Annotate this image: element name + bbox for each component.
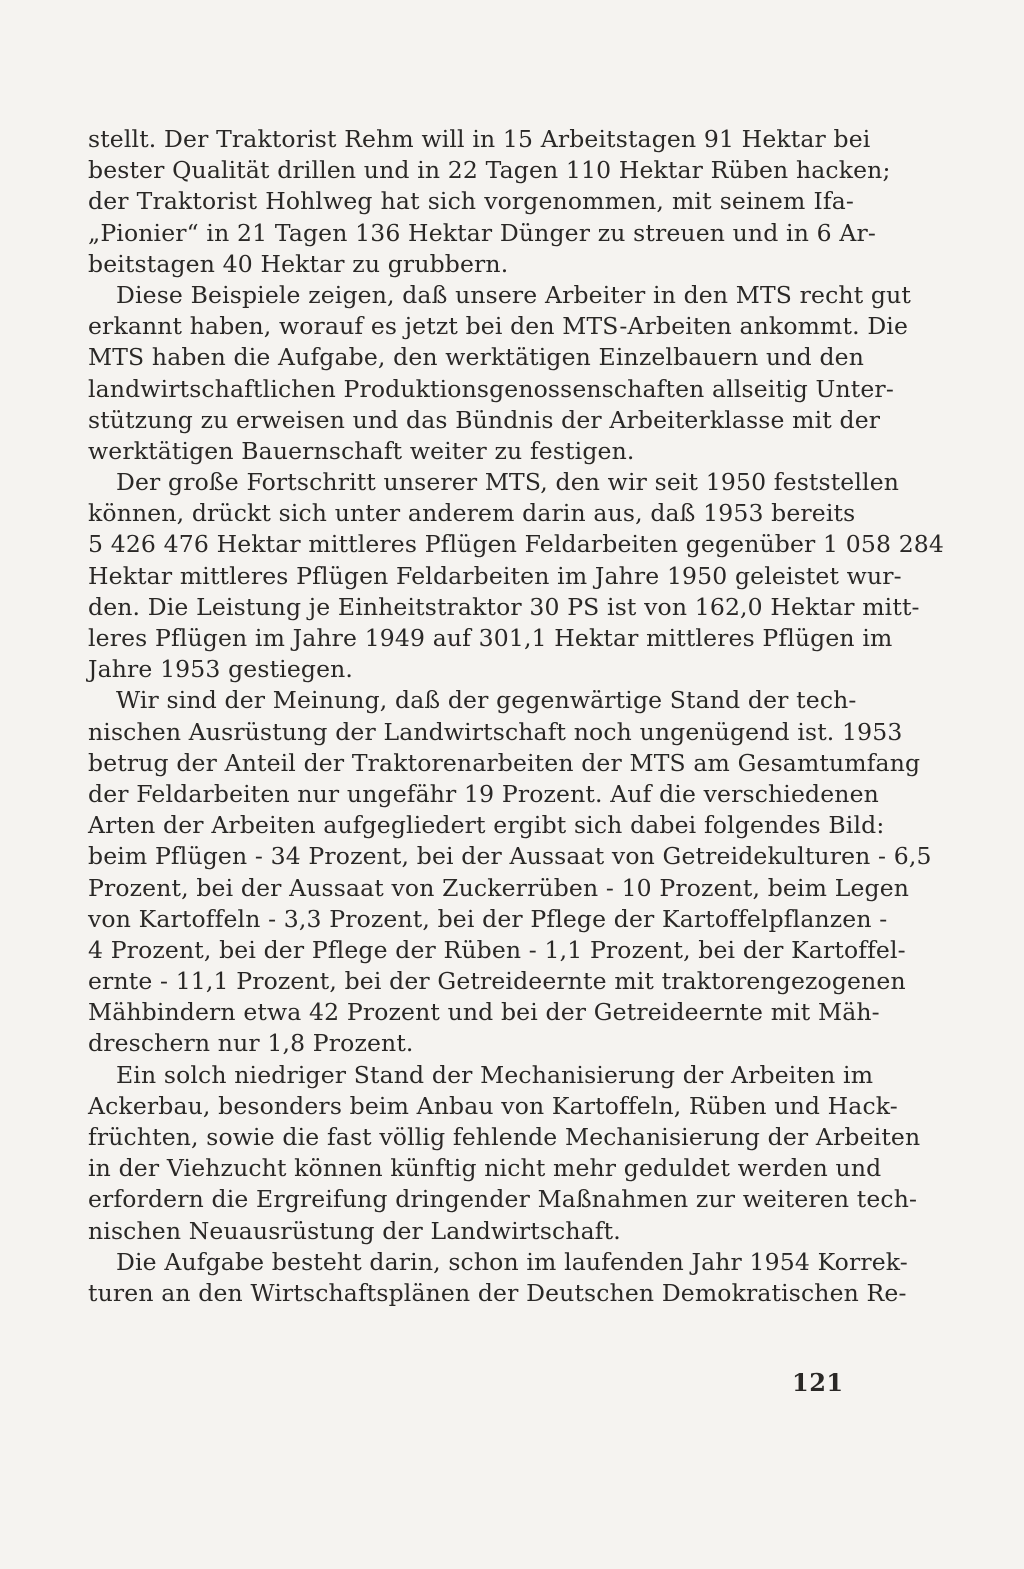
text-line: Wir sind der Meinung, daß der gegenwärtige Stand der tech- — [116, 686, 857, 715]
text-line: der Feldarbeiten nur ungefähr 19 Prozent. Auf die verschiedenen — [88, 779, 879, 808]
text-line: dreschern nur 1,8 Prozent. — [88, 1029, 414, 1058]
text-line: Diese Beispiele zeigen, daß unsere Arbeiter in den MTS recht gut — [116, 280, 911, 309]
text-line: Prozent, bei der Aussaat von Zuckerrüben - 10 Prozent, beim Legen — [88, 873, 910, 902]
text-line: MTS haben die Aufgabe, den werktätigen Einzelbauern und den — [88, 343, 864, 372]
text-line: nischen Ausrüstung der Landwirtschaft noch ungenügend ist. 1953 — [88, 717, 903, 746]
text-line: früchten, sowie die fast völlig fehlende Mechanisierung der Arbeiten — [88, 1123, 921, 1151]
text-line: „Pionier“ in 21 Tagen 136 Hektar Dünger zu streuen und in 6 Ar- — [88, 218, 876, 247]
text-line: leres Pflügen im Jahre 1949 auf 301,1 Hektar mittleres Pflügen im — [88, 624, 893, 652]
text-line: betrug der Anteil der Traktorenarbeiten der MTS am Gesamtumfang — [88, 748, 921, 777]
text-line: Jahre 1953 gestiegen. — [88, 655, 354, 684]
body-text — [88, 124, 944, 1309]
text-line: 5 426 476 Hektar mittleres Pflügen Feldarbeiten gegenüber 1 058 284 — [88, 530, 944, 559]
text-line: bester Qualität drillen und in 22 Tagen 110 Hektar Rüben hacken; — [88, 156, 891, 185]
text-line: Hektar mittleres Pflügen Feldarbeiten im Jahre 1950 geleistet wur- — [88, 561, 902, 590]
text-line: Arten der Arbeiten aufgegliedert ergibt sich dabei folgendes Bild: — [88, 811, 885, 840]
text-line: in der Viehzucht können künftig nicht mehr geduldet werden und — [88, 1154, 882, 1183]
text-line: Der große Fortschritt unserer MTS, den wir seit 1950 feststellen — [116, 468, 900, 497]
text-line: Ackerbau, besonders beim Anbau von Kartoffeln, Rüben und Hack- — [88, 1091, 898, 1120]
text-line: beitstagen 40 Hektar zu grubbern. — [88, 249, 509, 278]
text-line: 4 Prozent, bei der Pflege der Rüben - 1,1 Prozent, bei der Kartoffel- — [88, 935, 906, 964]
text-line: turen an den Wirtschaftsplänen der Deutschen Demokratischen Re- — [88, 1278, 907, 1307]
text-line: landwirtschaftlichen Produktionsgenossenschaften allseitig Unter- — [88, 374, 894, 403]
text-line: werktätigen Bauernschaft weiter zu festigen. — [88, 436, 635, 465]
text-line: stützung zu erweisen und das Bündnis der Arbeiterklasse mit der — [88, 405, 881, 434]
text-line: beim Pflügen - 34 Prozent, bei der Aussaat von Getreidekulturen - 6,5 — [88, 842, 932, 871]
text-line: können, drückt sich unter anderem darin aus, daß 1953 bereits — [88, 499, 856, 528]
text-line: Mähbindern etwa 42 Prozent und bei der Getreideernte mit Mäh- — [88, 998, 880, 1027]
text-line: stellt. Der Traktorist Rehm will in 15 Arbeitstagen 91 Hektar bei — [88, 125, 871, 153]
text-line: Die Aufgabe besteht darin, schon im laufenden Jahr 1954 Korrek- — [116, 1247, 908, 1276]
text-line: nischen Neuausrüstung der Landwirtschaft. — [88, 1216, 621, 1245]
text-line: ernte - 11,1 Prozent, bei der Getreideernte mit traktorengezogenen — [88, 967, 906, 996]
page-number: 121 — [792, 1368, 844, 1397]
text-line: Ein solch niedriger Stand der Mechanisierung der Arbeiten im — [116, 1060, 874, 1089]
text-line: den. Die Leistung je Einheitstraktor 30 PS ist von 162,0 Hektar mitt- — [88, 592, 920, 621]
text-line: erfordern die Ergreifung dringender Maßnahmen zur weiteren tech- — [88, 1185, 918, 1214]
text-line: der Traktorist Hohlweg hat sich vorgenommen, mit seinem Ifa- — [88, 187, 854, 216]
text-line: erkannt haben, worauf es jetzt bei den MTS-Arbeiten ankommt. Die — [88, 312, 909, 341]
text-line: von Kartoffeln - 3,3 Prozent, bei der Pflege der Kartoffelpflanzen - — [88, 904, 888, 933]
